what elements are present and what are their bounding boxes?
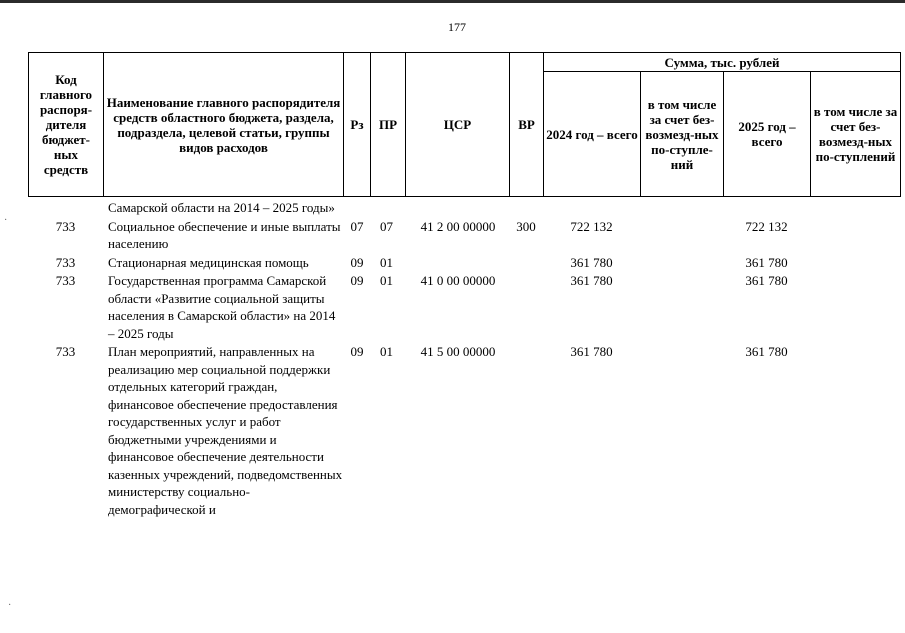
row-sum-2024: 361 780 [570, 273, 613, 288]
table-row [28, 343, 900, 518]
header-csr: ЦСР [406, 53, 510, 197]
table-row [28, 272, 900, 342]
row-name: Стационарная медицинская помощь [108, 254, 309, 270]
row-name: План мероприятий, направленных на реализацию мер социальной поддержки отдельных категорий граждан, финансовое обеспечение предоставления государственных услуг и работ бюджетными учреждениями и финансовое обеспечение деятельности казенных учреждений, подведомственных министерству социально-демографической и [108, 344, 343, 517]
row-code: 733 [55, 254, 76, 270]
row-pr: 01 [380, 273, 393, 288]
table-header [28, 52, 901, 197]
table-body [28, 199, 900, 518]
header-code: Код главного распоря-дителя бюджет-ных средств [29, 53, 104, 197]
row-name: Самарской области на 2014 – 2025 годы» [108, 200, 335, 215]
row-pr: 07 [380, 218, 393, 234]
row-sum-2025: 361 780 [745, 273, 788, 288]
scan-speck: · [8, 600, 12, 611]
row-code: 733 [55, 218, 76, 234]
header-2024-total: 2024 год – всего [544, 72, 641, 197]
table-row [28, 199, 900, 217]
row-code: 733 [55, 344, 76, 359]
table-row [28, 218, 900, 253]
header-2024-bezvozmezdnye: в том числе за счет без-возмезд-ных по-ступле-ний [641, 72, 724, 197]
row-csr: 41 0 00 00000 [420, 273, 496, 288]
row-pr: 01 [380, 254, 393, 270]
row-vr: 300 [516, 218, 536, 234]
row-sum-2024: 361 780 [570, 344, 613, 359]
scan-speck: · [4, 215, 8, 226]
row-rz: 07 [350, 218, 364, 234]
row-sum-2024: 361 780 [570, 254, 613, 270]
row-rz: 09 [350, 254, 364, 270]
table-row [28, 254, 900, 272]
row-csr: 41 2 00 00000 [420, 218, 496, 234]
row-code: 733 [55, 273, 76, 288]
page-number: 177 [448, 20, 466, 34]
header-pr: ПР [371, 53, 406, 197]
row-name: Социальное обеспечение и иные выплаты населению [108, 218, 341, 251]
header-name: Наименование главного распорядителя средств областного бюджета, раздела, подраздела, целевой статьи, группы видов расходов [104, 53, 344, 197]
row-pr: 01 [380, 344, 393, 359]
row-rz: 09 [350, 344, 364, 359]
row-sum-2025: 722 132 [745, 218, 788, 234]
header-rz: Рз [344, 53, 371, 197]
header-2025-bezvozmezdnye: в том числе за счет без-возмезд-ных по-ступлений [811, 72, 901, 197]
header-2025-total: 2025 год – всего [724, 72, 811, 197]
row-rz: 09 [350, 273, 364, 288]
row-sum-2025: 361 780 [745, 344, 788, 359]
header-vr: ВР [510, 53, 544, 197]
row-name: Государственная программа Самарской области «Развитие социальной защиты населения в Самарской области» на 2014 – 2025 годы [108, 273, 336, 341]
header-summa: Сумма, тыс. рублей [544, 53, 901, 72]
scan-top-edge [0, 0, 905, 3]
row-sum-2024: 722 132 [570, 218, 613, 234]
row-sum-2025: 361 780 [745, 254, 788, 270]
row-csr: 41 5 00 00000 [420, 344, 496, 359]
